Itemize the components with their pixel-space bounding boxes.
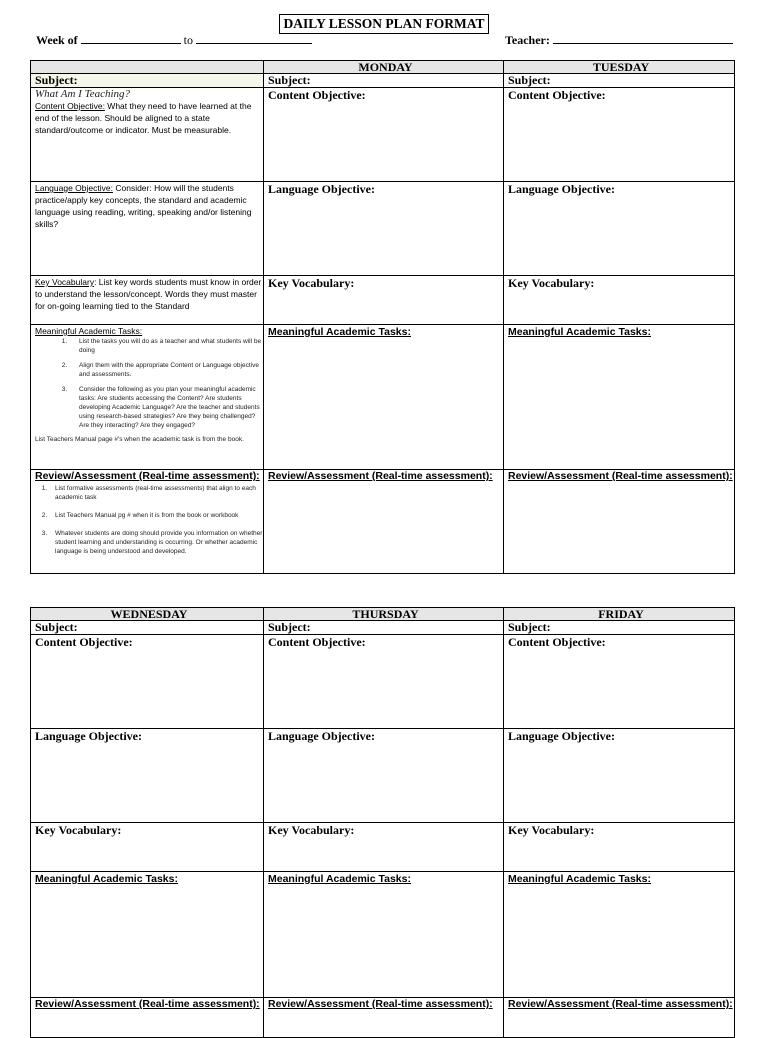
academic-tasks-thursday[interactable]	[264, 872, 504, 998]
review-assessment-label: Review/Assessment (Real-time assessment):	[268, 470, 493, 482]
academic-tasks-label: Meaningful Academic Tasks:	[268, 326, 411, 338]
content-guide-cell	[31, 88, 264, 182]
tasks-guide-label	[35, 325, 263, 337]
language-objective-label: Language Objective:	[35, 729, 142, 743]
content-objective-label: Content Objective:	[35, 635, 133, 649]
list-item: 1. List the tasks you will do as a teacher and what students will be doing	[69, 337, 263, 355]
content-objective-label: Content Objective:	[508, 88, 606, 102]
key-vocabulary-row	[31, 823, 735, 872]
list-item: 3. Consider the following as you plan your meaningful academic tasks: Are students accessing the Content? Are students developing Academic Language? Are the teacher and students using research-based strategies? Are they being challenged? Are they interacting? Are they engaged?	[69, 385, 263, 430]
language-guide-body: Consider: How will the students practice/apply key concepts, the standard and academic language using reading, writing, speaking and/or listening skills?	[35, 183, 252, 229]
review-assessment-wednesday[interactable]	[31, 998, 264, 1038]
day-header-row	[31, 61, 735, 74]
day-header-tuesday: TUESDAY	[504, 61, 735, 74]
week-start-blank[interactable]	[81, 32, 181, 44]
key-vocabulary-tuesday[interactable]	[504, 276, 735, 325]
language-objective-label: Language Objective:	[268, 729, 375, 743]
review-assessment-label: Review/Assessment (Real-time assessment):	[268, 998, 493, 1010]
subject-cell-friday[interactable]: Subject:	[504, 621, 735, 635]
academic-tasks-monday[interactable]	[264, 325, 504, 470]
what-am-i-teaching: What Am I Teaching?	[35, 88, 131, 100]
subject-row	[31, 621, 735, 635]
day-header-friday: FRIDAY	[504, 608, 735, 621]
subject-cell-tuesday[interactable]: Subject:	[504, 74, 735, 88]
subject-cell-monday[interactable]: Subject:	[264, 74, 504, 88]
content-objective-row	[31, 88, 735, 182]
key-vocabulary-wednesday[interactable]	[31, 823, 264, 872]
list-item: 2. List Teachers Manual pg # when it is from the book or workbook	[49, 511, 263, 520]
review-assessment-thursday[interactable]	[264, 998, 504, 1038]
page-title: DAILY LESSON PLAN FORMAT	[279, 14, 489, 34]
language-objective-label: Language Objective:	[508, 182, 615, 196]
content-objective-thursday[interactable]	[264, 635, 504, 729]
key-vocabulary-monday[interactable]	[264, 276, 504, 325]
language-objective-friday[interactable]	[504, 729, 735, 823]
content-objective-label: Content Objective:	[268, 635, 366, 649]
content-objective-row	[31, 635, 735, 729]
language-objective-wednesday[interactable]	[31, 729, 264, 823]
review-assessment-row	[31, 998, 735, 1038]
week-to-label: to	[183, 33, 194, 47]
teacher-blank[interactable]	[553, 32, 733, 44]
review-assessment-row	[31, 470, 735, 574]
review-assessment-label: Review/Assessment (Real-time assessment):	[508, 470, 733, 482]
content-guide-label: Content Objective:	[35, 101, 105, 111]
academic-tasks-tuesday[interactable]	[504, 325, 735, 470]
language-objective-label: Language Objective:	[508, 729, 615, 743]
subject-cell-thursday[interactable]: Subject:	[264, 621, 504, 635]
review-assessment-monday[interactable]	[264, 470, 504, 574]
academic-tasks-row	[31, 325, 735, 470]
teacher-label: Teacher:	[505, 33, 550, 47]
key-vocabulary-label: Key Vocabulary:	[508, 823, 595, 837]
content-objective-label: Content Objective:	[508, 635, 606, 649]
day-header-wednesday: WEDNESDAY	[31, 608, 264, 621]
tasks-guide-list	[35, 337, 263, 430]
review-guide-list	[35, 484, 263, 556]
academic-tasks-wednesday[interactable]	[31, 872, 264, 998]
key-vocabulary-label: Key Vocabulary:	[268, 276, 355, 290]
academic-tasks-label: Meaningful Academic Tasks:	[35, 873, 178, 885]
academic-tasks-label: Meaningful Academic Tasks:	[508, 873, 651, 885]
academic-tasks-label: Meaningful Academic Tasks:	[508, 326, 651, 338]
review-assessment-tuesday[interactable]	[504, 470, 735, 574]
subject-row	[31, 74, 735, 88]
list-item: 3. Whatever students are doing should provide you information on whether student learning and understanding is occurring. Or whether academic language is being understood and developed.	[49, 529, 263, 556]
vocab-guide-body: : List key words students must know in order to understand the lesson/concept. Words they must master for on-going learning tied to the Standard	[35, 277, 262, 311]
content-guide-body: What they need to have learned at the end of the lesson. Should be aligned to a state standard/outcome or indicator. Must be measurable.	[35, 101, 252, 135]
content-objective-tuesday[interactable]	[504, 88, 735, 182]
key-vocabulary-friday[interactable]	[504, 823, 735, 872]
key-vocabulary-row	[31, 276, 735, 325]
tasks-guide-note: List Teachers Manual page #'s when the academic task is from the book.	[35, 436, 244, 443]
week-end-blank[interactable]	[196, 32, 312, 44]
review-assessment-friday[interactable]	[504, 998, 735, 1038]
list-item: 1. List formative assessments (real-time assessments) that align to each academic task	[49, 484, 263, 502]
review-guide-cell	[31, 470, 264, 574]
teacher-field	[505, 32, 733, 48]
content-objective-monday[interactable]	[264, 88, 504, 182]
subject-cell-guide[interactable]: Subject:	[31, 74, 264, 88]
week-of-label: Week of	[36, 33, 78, 47]
content-guide-text	[35, 100, 263, 136]
vocab-guide-cell	[31, 276, 264, 325]
tasks-guide-cell	[31, 325, 264, 470]
academic-tasks-friday[interactable]	[504, 872, 735, 998]
language-guide-cell	[31, 182, 264, 276]
content-objective-friday[interactable]	[504, 635, 735, 729]
review-guide-label: Review/Assessment (Real-time assessment):	[35, 470, 260, 482]
language-guide-label: Language Objective:	[35, 183, 113, 193]
language-objective-tuesday[interactable]	[504, 182, 735, 276]
list-item: 2. Align them with the appropriate Content or Language objective and assessments.	[69, 361, 263, 379]
day-header-blank	[31, 61, 264, 74]
language-objective-row	[31, 182, 735, 276]
review-assessment-label: Review/Assessment (Real-time assessment):	[508, 998, 733, 1010]
day-header-thursday: THURSDAY	[264, 608, 504, 621]
academic-tasks-row	[31, 872, 735, 998]
key-vocabulary-thursday[interactable]	[264, 823, 504, 872]
key-vocabulary-label: Key Vocabulary:	[35, 823, 122, 837]
vocab-guide-text	[35, 276, 263, 312]
language-objective-monday[interactable]	[264, 182, 504, 276]
academic-tasks-label: Meaningful Academic Tasks:	[268, 873, 411, 885]
language-objective-thursday[interactable]	[264, 729, 504, 823]
subject-cell-wednesday[interactable]: Subject:	[31, 621, 264, 635]
day-header-monday: MONDAY	[264, 61, 504, 74]
language-objective-label: Language Objective:	[268, 182, 375, 196]
content-objective-label: Content Objective:	[268, 88, 366, 102]
day-header-row	[31, 608, 735, 621]
content-objective-wednesday[interactable]	[31, 635, 264, 729]
review-assessment-label: Review/Assessment (Real-time assessment):	[35, 998, 260, 1010]
week-of-field	[36, 32, 312, 48]
key-vocabulary-label: Key Vocabulary:	[508, 276, 595, 290]
tasks-guide-label-text: Meaningful Academic Tasks:	[35, 326, 143, 336]
key-vocabulary-label: Key Vocabulary:	[268, 823, 355, 837]
plan-table-top	[30, 60, 735, 574]
vocab-guide-label: Key Vocabulary	[35, 277, 95, 287]
plan-table-bottom	[30, 607, 735, 1038]
language-guide-text	[35, 182, 263, 230]
language-objective-row	[31, 729, 735, 823]
